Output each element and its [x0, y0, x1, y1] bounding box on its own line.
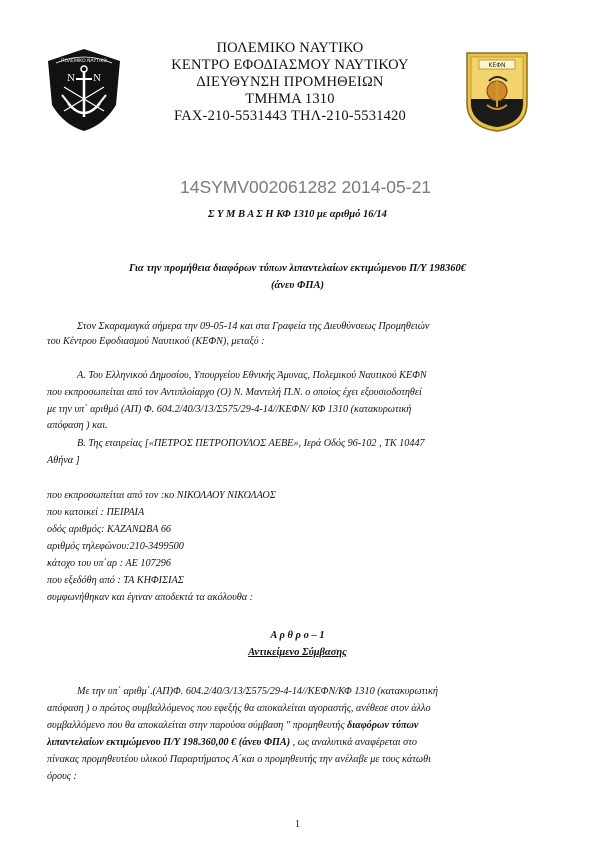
- header-line-contact: FAX-210-5531443 ΤΗΛ-210-5531420: [174, 108, 406, 124]
- party-b-line-1: Β. Της εταιρείας [«ΠΕΤΡΟΣ ΠΕΤΡΟΠΟΥΛΟΣ ΑΕΒΕ», Ιερά Οδός 96-102 , ΤΚ 10447: [77, 438, 425, 449]
- representative-name: που εκπροσωπείται από τον :κο ΝΙΚΟΛΑΟΥ ΝΙΚΟΛΑΟΣ: [47, 490, 276, 501]
- navy-emblem-logo: [44, 47, 124, 133]
- subject-line-2: (άνευ ΦΠΑ): [271, 280, 324, 291]
- contract-title: Σ Υ Μ Β Α Σ Η ΚΦ 1310 με αριθμό 16/14: [208, 209, 387, 220]
- registry-stamp: 14SYMV002061282 2014-05-21: [180, 177, 432, 197]
- article-body-line-2: απόφαση ) ο πρώτος συμβαλλόμενος που εφεξής θα αποκαλείται αγοραστής, ανέθεσε στον άλλο: [47, 703, 431, 714]
- header-line-navy: ΠΟΛΕΜΙΚΟ ΝΑΥΤΙΚΟ: [216, 40, 364, 56]
- article-body-line-6: όρους :: [47, 771, 77, 782]
- article-body-line-4: λιπαντελαίων εκτιμώμενου Π/Υ 198.360,00 € (άνευ ΦΠΑ) , ως αναλυτικά αναφέρεται στο: [47, 737, 417, 748]
- svg-text:Ν: Ν: [93, 74, 101, 84]
- page-number: 1: [295, 819, 300, 830]
- representative-residence: που κατοικεί : ΠΕΙΡΑΙΑ: [47, 507, 145, 518]
- party-a-line-1: Α. Του Ελληνικού Δημοσίου, Υπουργείου Εθνικής Άμυνας, Πολεμικού Ναυτικού ΚΕΦΝ: [77, 370, 427, 381]
- party-a-line-3: με την υπ΄ αριθμό (ΑΠ) Φ. 604.2/40/3/13/Σ575/29-4-14//ΚΕΦΝ/ ΚΦ 1310 (κατακυρωτική: [47, 404, 412, 415]
- subject-line-1: Για την προμήθεια διαφόρων τύπων λιπαντελαίων εκτιμώμενου Π/Υ 198360€: [129, 263, 466, 274]
- svg-text:Ν: Ν: [67, 74, 75, 84]
- article-body-line-1: Με την υπ΄ αριθμ΄.(ΑΠ)Φ. 604.2/40/3/13/Σ575/29-4-14//ΚΕΦΝ/ΚΦ 1310 (κατακυρωτική: [77, 686, 438, 697]
- header-line-section: ΤΜΗΜΑ 1310: [245, 91, 335, 107]
- party-a-line-2: που εκπροσωπείται από τον Αντιπλοίαρχο (Ο) Ν. Μαντελή Π.Ν. ο οποίος έχει εξουσιοδοτηθεί: [47, 387, 422, 398]
- header-line-directorate: ΔΙΕΥΘΥΝΣΗ ΠΡΟΜΗΘΕΙΩΝ: [196, 74, 384, 90]
- party-a-line-4: απόφαση ) και.: [47, 420, 108, 431]
- representative-street: οδός αριθμός: ΚΑΖΑΝΩΒΑ 66: [47, 524, 172, 535]
- header-block: [150, 40, 430, 125]
- header-line-center: ΚΕΝΤΡΟ ΕΦΟΔΙΑΣΜΟΥ ΝΑΥΤΙΚΟΥ: [171, 57, 409, 73]
- representative-id-issuer: που εξεδόθη από : ΤΑ ΚΗΦΙΣΙΑΣ: [47, 575, 184, 586]
- svg-text:ΠΟΛΕΜΙΚΟ ΝΑΥΤΙΚΟ: ΠΟΛΕΜΙΚΟ ΝΑΥΤΙΚΟ: [61, 59, 107, 64]
- party-b-line-2: Αθήνα ]: [47, 455, 80, 466]
- svg-text:ΚΕΦΝ: ΚΕΦΝ: [488, 62, 506, 69]
- article-body-line-3: συμβαλλόμενο που θα αποκαλείται στην παρούσα σύμβαση " προμηθευτής διαφόρων τύπων: [47, 720, 419, 731]
- intro-line-1: Στον Σκαραμαγκά σήμερα την 09-05-14 και στα Γραφεία της Διευθύνσεως Προμηθειών: [77, 321, 430, 332]
- representative-phone: αριθμός τηλεφώνου:210-3499500: [47, 541, 184, 552]
- article-body-line-5: πίνακας προμηθευτέου υλικού Παραρτήματος Α΄και ο προμηθευτής την ανέλαβε με τους κάτωθι: [47, 754, 431, 765]
- agreement-statement: συμφωνήθηκαν και έγιναν αποδεκτά τα ακόλουθα :: [47, 592, 254, 603]
- kefn-emblem-logo: [463, 47, 531, 133]
- representative-id: κάτοχο του υπ΄αρ : ΑΕ 107296: [47, 558, 171, 569]
- article-heading: Α ρ θ ρ ο – 1: [270, 630, 325, 641]
- article-subheading: Αντικείμενο Σύμβασης: [248, 647, 347, 658]
- intro-line-2: του Κέντρου Εφοδιασμού Ναυτικού (ΚΕΦΝ), μεταξύ :: [47, 336, 265, 347]
